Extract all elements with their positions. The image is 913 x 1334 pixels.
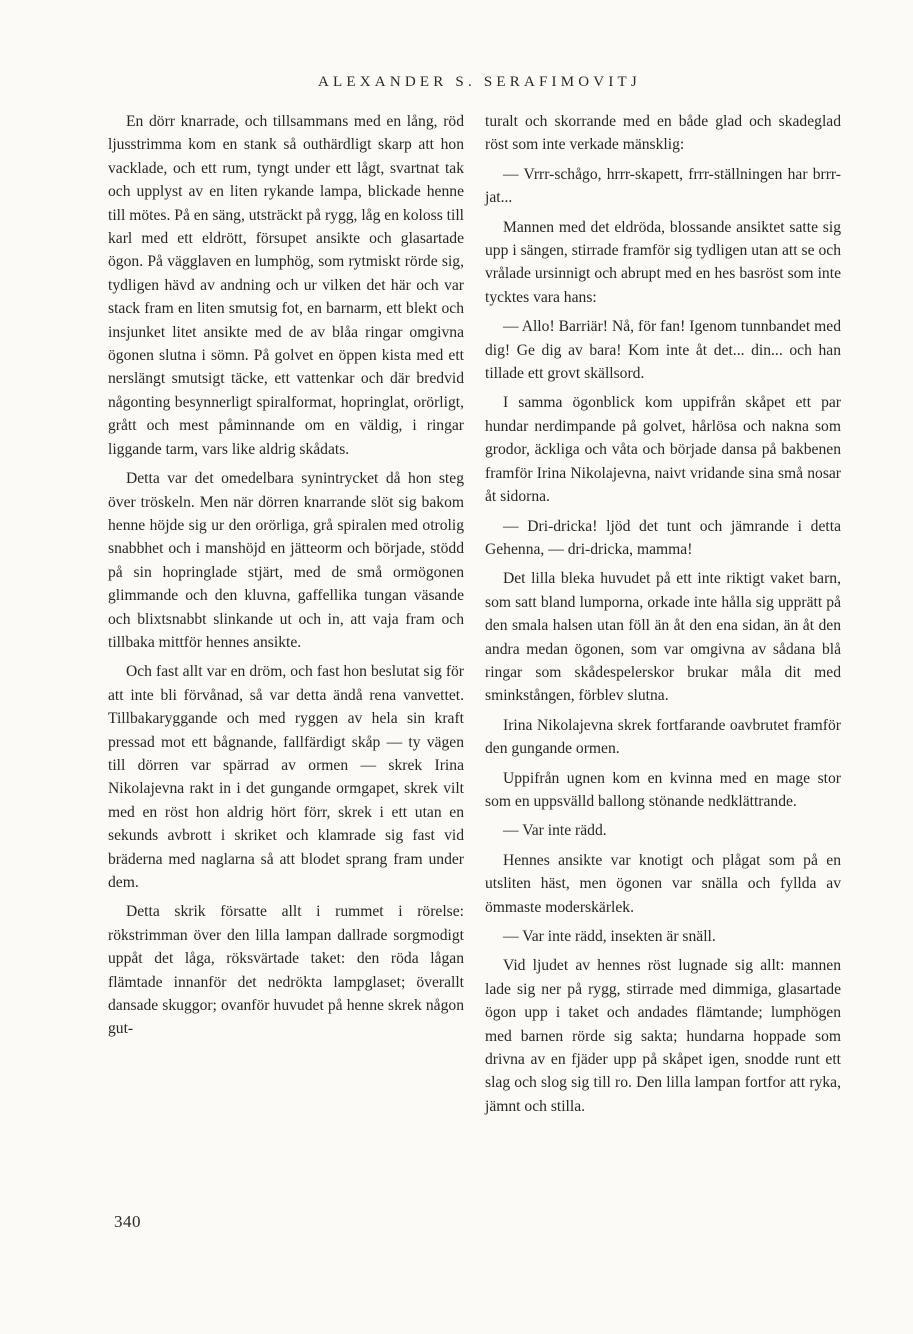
running-header: ALEXANDER S. SERAFIMOVITJ: [318, 74, 641, 90]
paragraph: Detta var det omedelbara synintrycket då hon steg över tröskeln. Men när dörren knarrande slöt sig bakom henne höjde sig ur den orörliga, grå spiralen med otrolig snabbhet och i manshöjd en jätteorm och började, stödd på sin hopringlade stjärt, med de små ormögonen glimmande och den kluvna, gaffellika tungan väsande och blixtsnabbt slinkande ut och in, att vaja fram och tillbaka mittför hennes ansikte.: [108, 470, 464, 651]
paragraph: — Dri-dricka! ljöd det tunt och jämrande i detta Gehenna, — dri-dricka, mamma!: [485, 517, 841, 558]
paragraph: Uppifrån ugnen kom en kvinna med en mage stor som en uppsvälld ballong stönande nedklättrande.: [485, 769, 841, 810]
right-column: [485, 110, 841, 1118]
paragraph: Vid ljudet av hennes röst lugnade sig allt: mannen lade sig ner på rygg, stirrade med dimmiga, glasartade ögon upp i taket och andades flämtande; lumphögen med barnen rörde sig sakta; hundarna hoppade som drivna av en fjäder upp på skåpet igen, snodde runt ett slag och slog sig till ro. Den lilla lampan fortfor att ryka, jämnt och stilla.: [485, 957, 841, 1115]
paragraph: En dörr knarrade, och tillsammans med en lång, röd ljusstrimma kom en stank så outhärdligt skarp att hon vacklade, och ett rum, tyngt under ett lågt, svartnat tak och upplyst av en liten rykande lampa, blickade henne till mötes. På en säng, utsträckt på rygg, låg en koloss till karl med ett eldrött, försupet ansikte och glasartade ögon. På vägglaven en lumphög, som rytmiskt rörde sig, tydligen hävd av andning och ur vilken det här och var stack fram en liten smutsig fot, en barnarm, ett blekt och insjunket litet ansikte med de av blåa ringar omgivna ögonen slutna i sömn. På golvet en öppen kista med ett nerslängt smutsigt täcke, ett vattenkar och där bredvid någonting besynnerligt spiralformat, hopringlat, orörligt, grått och mest påminnande om en väldig, i ringar liggande tarm, vars like aldrig skådats.: [108, 113, 465, 458]
left-column: [108, 110, 464, 1041]
paragraph: Mannen med det eldröda, blossande ansiktet satte sig upp i sängen, stirrade framför sig tydligen utan att se och vrålade ursinnigt och abrupt med en hes basröst som inte tycktes vara hans:: [485, 218, 841, 306]
paragraph: — Var inte rädd, insekten är snäll.: [503, 928, 716, 945]
paragraph: — Vrrr-schågo, hrrr-skapett, frrr-ställningen har brrr-jat...: [485, 165, 841, 207]
paragraph: Irina Nikolajevna skrek fortfarande oavbrutet framför den gungande ormen.: [485, 716, 841, 758]
paragraph: Och fast allt var en dröm, och fast hon beslutat sig för att inte bli förvånad, så var detta ändå rena vanvettet. Tillbakaryggande och med ryggen av hela sin kraft pressad mot ett bågnande, fallfärdigt skåp — ty vägen till dörren var spärrad av ormen — skrek Irina Nikolajevna rakt in i det gungande ormgapet, skrek vilt med en röst hon aldrig hört förr, skrek i ett utan en sekunds avbrott i skriket och klamrade sig fast vid bräderna med naglarna så att blodet sprang fram under dem.: [108, 663, 464, 891]
paragraph: — Var inte rädd.: [503, 822, 607, 840]
paragraph: Detta skrik försatte allt i rummet i rörelse: rökstrimman över den lilla lampan dallrade sorgmodigt uppåt det låga, röksvärtade taket: den röda lågan flämtade innanför det nedrökta lampglaset; överallt dansade skuggor; ovanför huvudet på henne skrek någon gut-: [108, 903, 464, 1038]
page-number: 340: [114, 1212, 141, 1231]
paragraph-continuation: turalt och skorrande med en både glad och skadeglad röst som inte verkade mänsklig:: [485, 113, 841, 154]
paragraph: Det lilla bleka huvudet på ett inte riktigt vaket barn, som satt bland lumporna, orkade inte hålla sig upprätt på den smala halsen utan föll än åt den ena sidan, än åt den andra medan ögonen, som var omgivna av sådana blå ringar som skådespelerskor brukar måla dit med sminkstången, förblev slutna.: [485, 570, 841, 705]
paragraph: I samma ögonblick kom uppifrån skåpet ett par hundar nerdimpande på golvet, hårlösa och nakna som grodor, äckliga och våta och började dansa på bakbenen framför Irina Nikolajevna, naivt vridande sina små nosar åt sidorna.: [485, 394, 841, 506]
paragraph: Hennes ansikte var knotigt och plågat som på en utsliten häst, men ögonen var snälla och fyllda av ömmaste moderskärlek.: [485, 851, 841, 916]
paragraph: — Allo! Barriär! Nå, för fan! Igenom tunnbandet med dig! Ge dig av bara! Kom inte åt det... din... och han tillade ett grovt skällsord.: [485, 318, 841, 383]
